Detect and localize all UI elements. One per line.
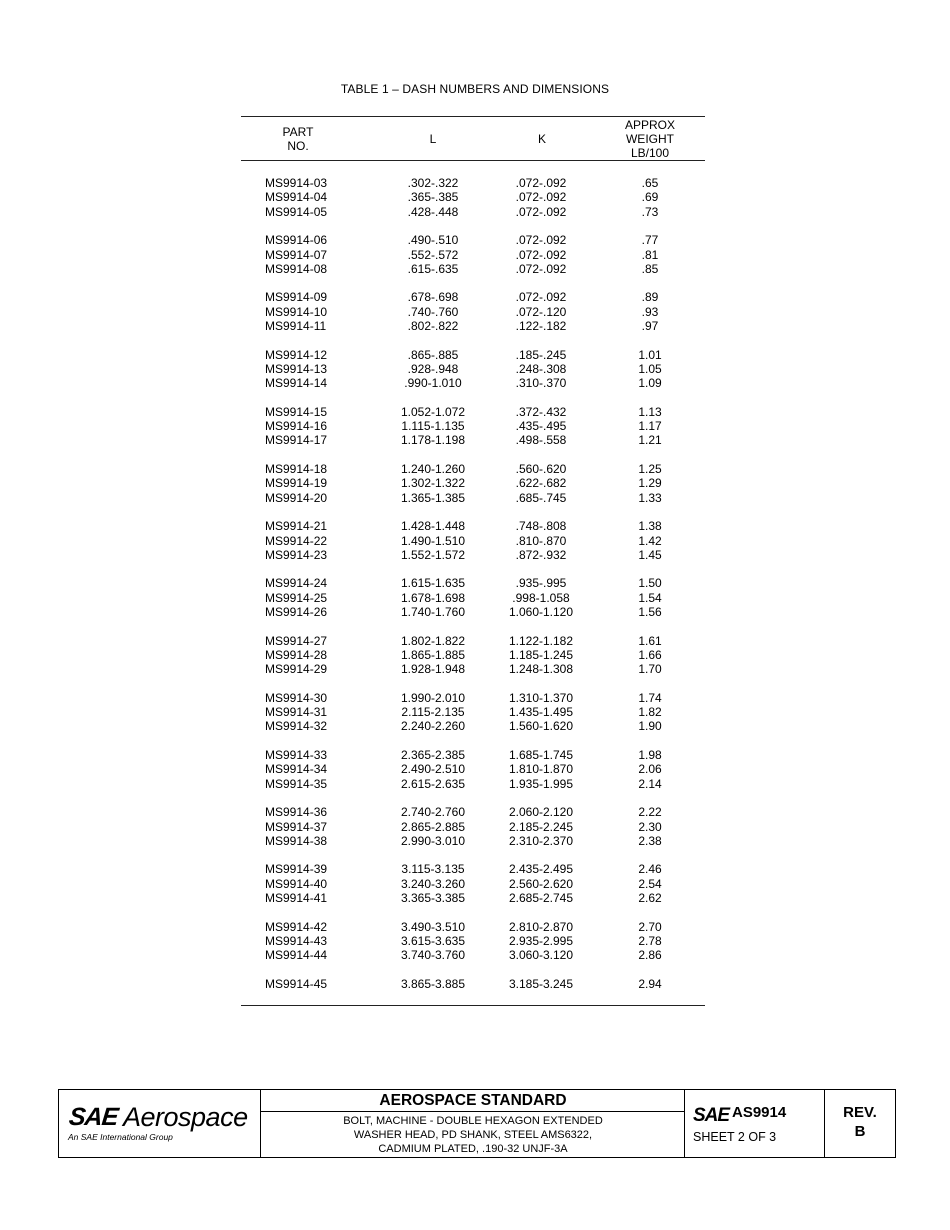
table-row <box>0 691 950 705</box>
l-dimension-cell: 1.302-1.322 <box>400 476 466 491</box>
table-row <box>0 605 950 619</box>
k-dimension-cell: .072-.092 <box>515 190 567 205</box>
k-dimension-cell: 2.435-2.495 <box>508 862 574 877</box>
part-number-cell: MS9914-03 <box>265 176 328 190</box>
k-dimension-cell: 3.060-3.120 <box>508 948 574 963</box>
table-row <box>0 376 950 390</box>
k-dimension-cell: 1.122-1.182 <box>508 633 574 648</box>
k-dimension-cell: 1.310-1.370 <box>508 690 574 705</box>
description-line-1: BOLT, MACHINE - DOUBLE HEXAGON EXTENDED <box>343 1115 603 1127</box>
weight-cell: 2.54 <box>638 876 662 891</box>
weight-cell: 1.09 <box>638 376 662 391</box>
title-cell <box>261 1090 685 1157</box>
table-row <box>0 462 950 476</box>
part-number-cell: MS9914-09 <box>265 290 328 305</box>
k-dimension-cell: .872-.932 <box>515 547 567 562</box>
table-row <box>0 491 950 505</box>
l-dimension-cell: 3.865-3.885 <box>400 976 466 991</box>
table-row <box>0 705 950 719</box>
part-number-cell: MS9914-42 <box>265 919 328 934</box>
k-dimension-cell: .685-.745 <box>515 490 567 505</box>
standard-description <box>261 1114 685 1156</box>
k-dimension-cell: .372-.432 <box>515 404 567 419</box>
l-dimension-cell: 1.928-1.948 <box>400 662 466 677</box>
weight-cell: 2.22 <box>638 805 662 820</box>
l-dimension-cell: 2.865-2.885 <box>400 819 466 834</box>
table-row <box>0 233 950 247</box>
weight-cell: .65 <box>641 176 659 190</box>
part-number-cell: MS9914-20 <box>265 490 328 505</box>
weight-cell: .81 <box>641 247 659 262</box>
l-dimension-cell: 3.615-3.635 <box>400 933 466 948</box>
weight-cell: 1.05 <box>638 361 662 376</box>
l-dimension-cell: 2.490-2.510 <box>400 762 466 777</box>
k-dimension-cell: 2.560-2.620 <box>508 876 574 891</box>
header-weight-line-3: LB/100 <box>630 146 670 160</box>
part-number-cell: MS9914-11 <box>265 319 327 333</box>
k-dimension-cell: 2.935-2.995 <box>508 933 574 948</box>
weight-cell: .97 <box>641 319 659 333</box>
l-dimension-cell: 3.365-3.385 <box>400 891 466 905</box>
weight-cell: 1.13 <box>638 404 662 419</box>
part-number-cell: MS9914-05 <box>265 204 328 219</box>
header-weight <box>608 118 692 160</box>
table-row <box>0 548 950 562</box>
part-number-cell: MS9914-32 <box>265 719 328 734</box>
table-row <box>0 920 950 934</box>
weight-cell: 1.42 <box>638 533 662 548</box>
l-dimension-cell: 1.178-1.198 <box>400 433 466 448</box>
weight-cell: 2.70 <box>638 919 662 934</box>
weight-cell: 1.33 <box>638 490 662 505</box>
header-l: L <box>429 132 437 146</box>
aerospace-logo-text: Aerospace <box>123 1102 248 1132</box>
l-dimension-cell: .552-.572 <box>407 247 459 262</box>
weight-cell: 1.56 <box>638 605 662 619</box>
k-dimension-cell: 1.248-1.308 <box>508 662 574 677</box>
part-number-cell: MS9914-21 <box>265 519 328 534</box>
k-dimension-cell: 1.435-1.495 <box>508 705 574 720</box>
part-number-cell: MS9914-13 <box>265 361 328 376</box>
table-row <box>0 348 950 362</box>
l-dimension-cell: 1.678-1.698 <box>400 590 466 605</box>
k-dimension-cell: .072-.120 <box>515 304 567 319</box>
part-number-cell: MS9914-43 <box>265 933 328 948</box>
weight-cell: 1.38 <box>638 519 662 534</box>
table-title: TABLE 1 – DASH NUMBERS AND DIMENSIONS <box>340 82 610 96</box>
table-row <box>0 648 950 662</box>
logo-cell <box>59 1090 261 1157</box>
k-dimension-cell: .935-.995 <box>515 576 567 591</box>
l-dimension-cell: 3.240-3.260 <box>400 876 466 891</box>
header-part-line-1: PART <box>282 125 314 139</box>
k-dimension-cell: 2.810-2.870 <box>508 919 574 934</box>
weight-cell: 1.90 <box>638 719 662 734</box>
l-dimension-cell: 2.990-3.010 <box>400 833 466 848</box>
weight-cell: 2.46 <box>638 862 662 877</box>
table-row <box>0 662 950 676</box>
table-bottom-rule <box>241 1005 705 1006</box>
weight-cell: 1.01 <box>638 347 662 362</box>
table-row <box>0 948 950 962</box>
l-dimension-cell: .302-.322 <box>407 176 459 190</box>
part-number-cell: MS9914-25 <box>265 590 328 605</box>
part-number-cell: MS9914-06 <box>265 233 328 248</box>
table-row <box>0 820 950 834</box>
weight-cell: 1.21 <box>638 433 662 448</box>
k-dimension-cell: .072-.092 <box>515 247 567 262</box>
l-dimension-cell: 2.365-2.385 <box>400 748 466 762</box>
k-dimension-cell: 1.685-1.745 <box>508 748 574 762</box>
standard-title: AEROSPACE STANDARD <box>261 1090 685 1112</box>
table-row <box>0 719 950 733</box>
k-dimension-cell: .072-.092 <box>515 290 567 305</box>
table-row <box>0 433 950 447</box>
k-dimension-cell: .072-.092 <box>515 176 567 190</box>
l-dimension-cell: 1.865-1.885 <box>400 647 466 662</box>
weight-cell: 1.61 <box>638 633 662 648</box>
k-dimension-cell: .435-.495 <box>515 419 567 434</box>
l-dimension-cell: .928-.948 <box>407 361 459 376</box>
weight-cell: 2.94 <box>638 976 662 991</box>
table-row <box>0 576 950 590</box>
table-row <box>0 248 950 262</box>
table-row <box>0 405 950 419</box>
table-row <box>0 862 950 876</box>
part-number-cell: MS9914-34 <box>265 762 328 777</box>
k-dimension-cell: .072-.092 <box>515 261 567 276</box>
table-row <box>0 362 950 376</box>
table-top-rule <box>241 116 705 117</box>
weight-cell: .77 <box>641 233 659 248</box>
k-dimension-cell: .498-.558 <box>515 433 567 448</box>
l-dimension-cell: 1.365-1.385 <box>400 490 466 505</box>
l-dimension-cell: 1.115-1.135 <box>401 419 465 434</box>
header-k: K <box>537 132 546 146</box>
table-row <box>0 305 950 319</box>
weight-cell: 1.54 <box>638 590 662 605</box>
weight-cell: 2.62 <box>638 891 662 905</box>
table-row <box>0 476 950 490</box>
part-number-cell: MS9914-12 <box>265 347 328 362</box>
table-row <box>0 777 950 791</box>
part-number-cell: MS9914-35 <box>265 776 328 791</box>
part-number-cell: MS9914-15 <box>265 404 328 419</box>
l-dimension-cell: 3.115-3.135 <box>401 862 465 877</box>
part-number-cell: MS9914-16 <box>265 419 328 434</box>
part-number-cell: MS9914-37 <box>265 819 328 834</box>
part-number-cell: MS9914-19 <box>265 476 328 491</box>
l-dimension-cell: 2.740-2.760 <box>400 805 466 820</box>
header-part-line-2: NO. <box>287 139 309 153</box>
k-dimension-cell: .560-.620 <box>515 462 567 476</box>
logo-subtitle: An SAE International Group <box>68 1132 173 1142</box>
l-dimension-cell: .740-.760 <box>407 304 459 319</box>
table-row <box>0 934 950 948</box>
weight-cell: .85 <box>641 261 659 276</box>
table-row <box>0 190 950 204</box>
sheet-number: SHEET 2 OF 3 <box>693 1130 777 1144</box>
weight-cell: .73 <box>641 204 659 219</box>
part-number-cell: MS9914-04 <box>265 190 328 205</box>
l-dimension-cell: .365-.385 <box>407 190 459 205</box>
table-row <box>0 634 950 648</box>
l-dimension-cell: .615-.635 <box>407 261 459 276</box>
k-dimension-cell: 2.060-2.120 <box>508 805 574 820</box>
weight-cell: 2.30 <box>638 819 662 834</box>
part-number-cell: MS9914-44 <box>265 948 328 963</box>
weight-cell: 1.17 <box>638 419 662 434</box>
revision-label <box>825 1103 895 1141</box>
header-weight-line-1: APPROX <box>624 118 675 132</box>
table-row <box>0 834 950 848</box>
weight-cell: 2.78 <box>638 933 662 948</box>
l-dimension-cell: 2.615-2.635 <box>400 776 466 791</box>
table-header-rule <box>241 160 705 161</box>
weight-cell: .69 <box>641 190 659 205</box>
table-row <box>0 762 950 776</box>
table-row <box>0 519 950 533</box>
l-dimension-cell: 1.428-1.448 <box>400 519 466 534</box>
header-weight-line-2: WEIGHT <box>625 132 674 146</box>
k-dimension-cell: .310-.370 <box>515 376 567 391</box>
table-row <box>0 877 950 891</box>
table-row <box>0 534 950 548</box>
revision-letter: B <box>854 1123 866 1140</box>
description-line-3: CADMIUM PLATED, .190-32 UNJF-3A <box>378 1143 568 1155</box>
part-number-cell: MS9914-17 <box>265 433 328 448</box>
k-dimension-cell: 2.310-2.370 <box>508 833 574 848</box>
k-dimension-cell: .072-.092 <box>515 204 567 219</box>
part-number-cell: MS9914-14 <box>265 376 328 391</box>
l-dimension-cell: .990-1.010 <box>404 376 462 391</box>
l-dimension-cell: 2.240-2.260 <box>400 719 466 734</box>
weight-cell: 2.38 <box>638 833 662 848</box>
k-dimension-cell: .748-.808 <box>515 519 567 534</box>
title-block <box>58 1089 896 1158</box>
k-dimension-cell: .072-.092 <box>515 233 567 248</box>
k-dimension-cell: 2.185-2.245 <box>508 819 574 834</box>
k-dimension-cell: .122-.182 <box>515 319 567 333</box>
weight-cell: 1.29 <box>638 476 662 491</box>
part-number-cell: MS9914-08 <box>265 261 328 276</box>
l-dimension-cell: 3.490-3.510 <box>400 919 466 934</box>
table-row <box>0 748 950 762</box>
part-number-cell: MS9914-24 <box>265 576 328 591</box>
part-number-cell: MS9914-39 <box>265 862 328 877</box>
part-number-cell: MS9914-45 <box>265 976 328 991</box>
part-number-cell: MS9914-23 <box>265 547 328 562</box>
document-number: AS9914 <box>732 1104 787 1121</box>
l-dimension-cell: 1.615-1.635 <box>400 576 466 591</box>
weight-cell: 1.45 <box>638 547 662 562</box>
sae-logo-mark: SAE <box>67 1103 119 1131</box>
table-row <box>0 290 950 304</box>
l-dimension-cell: 1.552-1.572 <box>400 547 466 562</box>
k-dimension-cell: .185-.245 <box>515 347 567 362</box>
l-dimension-cell: 1.490-1.510 <box>400 533 466 548</box>
table-row <box>0 205 950 219</box>
weight-cell: 2.14 <box>638 776 662 791</box>
k-dimension-cell: .248-.308 <box>515 361 567 376</box>
l-dimension-cell: .802-.822 <box>407 319 459 333</box>
k-dimension-cell: 1.810-1.870 <box>508 762 574 777</box>
k-dimension-cell: 1.185-1.245 <box>508 647 574 662</box>
l-dimension-cell: .428-.448 <box>407 204 459 219</box>
part-number-cell: MS9914-10 <box>265 304 328 319</box>
part-number-cell: MS9914-29 <box>265 662 328 677</box>
weight-cell: 1.25 <box>638 462 662 476</box>
weight-cell: 1.82 <box>638 705 662 720</box>
description-line-2: WASHER HEAD, PD SHANK, STEEL AMS6322, <box>353 1129 593 1141</box>
l-dimension-cell: 1.740-1.760 <box>400 605 466 619</box>
k-dimension-cell: 3.185-3.245 <box>508 976 574 991</box>
part-number-cell: MS9914-41 <box>265 891 328 905</box>
l-dimension-cell: 1.240-1.260 <box>400 462 466 476</box>
header-part-no <box>258 118 338 160</box>
document-cell <box>685 1090 825 1157</box>
weight-cell: .89 <box>641 290 659 305</box>
weight-cell: 1.74 <box>638 690 662 705</box>
part-number-cell: MS9914-27 <box>265 633 328 648</box>
table-row <box>0 319 950 333</box>
k-dimension-cell: .810-.870 <box>515 533 567 548</box>
part-number-cell: MS9914-26 <box>265 605 328 619</box>
weight-cell: 1.70 <box>638 662 662 677</box>
l-dimension-cell: .865-.885 <box>407 347 459 362</box>
weight-cell: 1.50 <box>638 576 662 591</box>
part-number-cell: MS9914-38 <box>265 833 328 848</box>
weight-cell: 1.98 <box>638 748 662 762</box>
table-row <box>0 176 950 190</box>
k-dimension-cell: 1.935-1.995 <box>508 776 574 791</box>
part-number-cell: MS9914-28 <box>265 647 328 662</box>
part-number-cell: MS9914-22 <box>265 533 328 548</box>
part-number-cell: MS9914-40 <box>265 876 328 891</box>
revision-cell <box>825 1090 895 1157</box>
l-dimension-cell: .678-.698 <box>407 290 459 305</box>
k-dimension-cell: 1.560-1.620 <box>508 719 574 734</box>
l-dimension-cell: .490-.510 <box>407 233 459 248</box>
revision-label-text: REV. <box>843 1104 877 1121</box>
part-number-cell: MS9914-31 <box>265 705 328 720</box>
part-number-cell: MS9914-30 <box>265 690 328 705</box>
weight-cell: 2.06 <box>638 762 662 777</box>
k-dimension-cell: .622-.682 <box>515 476 567 491</box>
weight-cell: 1.66 <box>638 647 662 662</box>
table-row <box>0 419 950 433</box>
k-dimension-cell: 1.060-1.120 <box>508 605 574 619</box>
table-row <box>0 805 950 819</box>
l-dimension-cell: 2.115-2.135 <box>401 705 465 720</box>
l-dimension-cell: 1.052-1.072 <box>400 404 466 419</box>
weight-cell: 2.86 <box>638 948 662 963</box>
part-number-cell: MS9914-36 <box>265 805 328 820</box>
sae-small-logo: SAE <box>693 1105 730 1126</box>
l-dimension-cell: 1.990-2.010 <box>400 690 466 705</box>
l-dimension-cell: 1.802-1.822 <box>400 633 466 648</box>
weight-cell: .93 <box>641 304 659 319</box>
part-number-cell: MS9914-18 <box>265 462 328 476</box>
table-row <box>0 591 950 605</box>
k-dimension-cell: 2.685-2.745 <box>508 891 574 905</box>
table-row <box>0 977 950 991</box>
table-row <box>0 262 950 276</box>
l-dimension-cell: 3.740-3.760 <box>400 948 466 963</box>
part-number-cell: MS9914-07 <box>265 247 328 262</box>
table-row <box>0 891 950 905</box>
k-dimension-cell: .998-1.058 <box>512 590 570 605</box>
part-number-cell: MS9914-33 <box>265 748 328 762</box>
